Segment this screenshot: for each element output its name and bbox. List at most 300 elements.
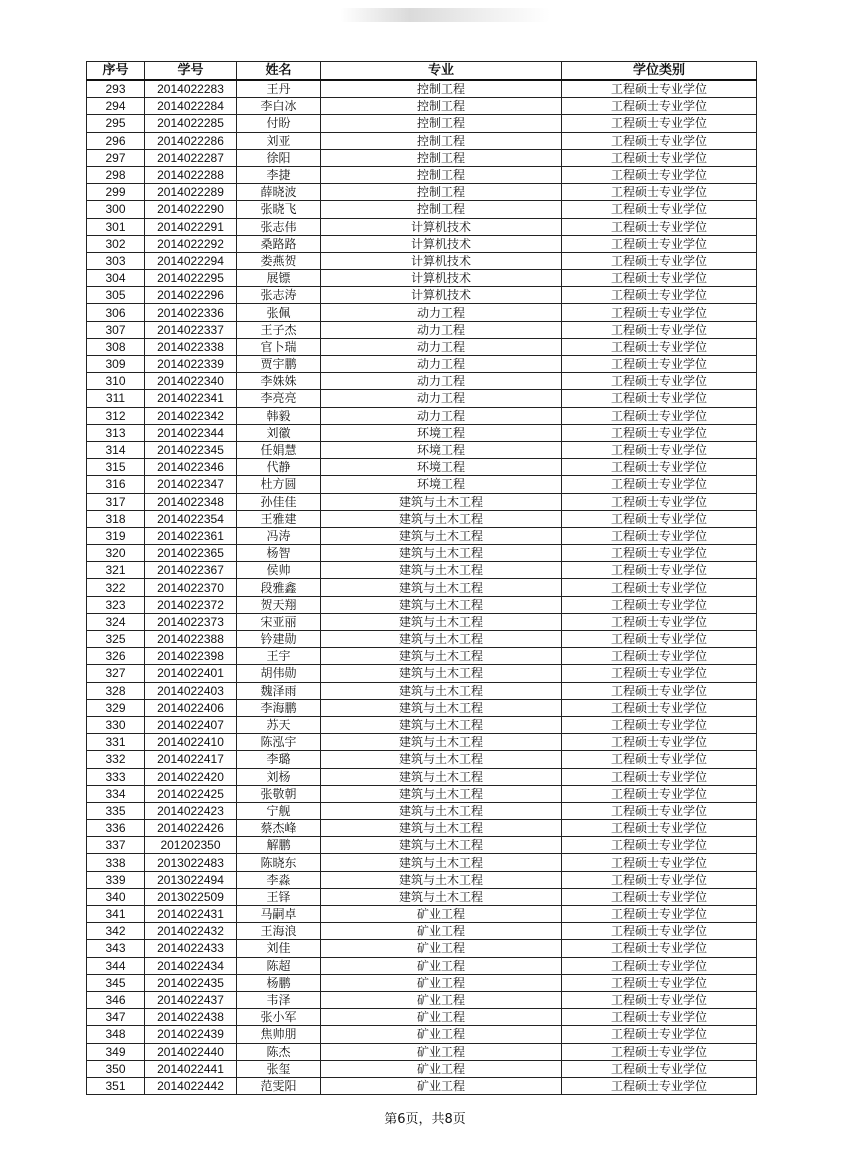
degree-type-cell: 工程硕士专业学位	[562, 751, 757, 768]
seq-cell: 331	[87, 734, 145, 751]
student-id-cell: 2014022285	[145, 115, 237, 132]
name-cell: 蔡杰峰	[237, 820, 321, 837]
table-row	[87, 407, 757, 424]
name-cell: 胡伟勋	[237, 665, 321, 682]
degree-type-cell: 工程硕士专业学位	[562, 390, 757, 407]
degree-type-cell: 工程硕士专业学位	[562, 802, 757, 819]
name-cell: 杜方圆	[237, 476, 321, 493]
degree-type-cell: 工程硕士专业学位	[562, 820, 757, 837]
table-row	[87, 888, 757, 905]
table-row	[87, 957, 757, 974]
table-row	[87, 218, 757, 235]
major-cell: 建筑与土木工程	[321, 716, 562, 733]
table-row	[87, 424, 757, 441]
name-cell: 薛晓波	[237, 184, 321, 201]
seq-cell: 341	[87, 906, 145, 923]
student-id-cell: 2014022401	[145, 665, 237, 682]
degree-type-cell: 工程硕士专业学位	[562, 957, 757, 974]
major-cell: 动力工程	[321, 373, 562, 390]
major-cell: 动力工程	[321, 321, 562, 338]
seq-cell: 312	[87, 407, 145, 424]
table-row	[87, 132, 757, 149]
name-cell: 侯帅	[237, 562, 321, 579]
seq-cell: 337	[87, 837, 145, 854]
name-cell: 王子杰	[237, 321, 321, 338]
student-id-cell: 2014022439	[145, 1026, 237, 1043]
major-cell: 建筑与土木工程	[321, 734, 562, 751]
student-id-cell: 2014022442	[145, 1077, 237, 1094]
seq-cell: 344	[87, 957, 145, 974]
table-row	[87, 648, 757, 665]
seq-cell: 343	[87, 940, 145, 957]
student-id-cell: 2014022432	[145, 923, 237, 940]
name-cell: 范雯阳	[237, 1077, 321, 1094]
major-cell: 控制工程	[321, 184, 562, 201]
major-cell: 建筑与土木工程	[321, 493, 562, 510]
seq-cell: 325	[87, 631, 145, 648]
student-id-cell: 2014022423	[145, 802, 237, 819]
table-row	[87, 287, 757, 304]
major-cell: 环境工程	[321, 459, 562, 476]
seq-cell: 317	[87, 493, 145, 510]
degree-type-cell: 工程硕士专业学位	[562, 888, 757, 905]
table-row	[87, 1077, 757, 1094]
student-id-cell: 2014022287	[145, 149, 237, 166]
major-cell: 控制工程	[321, 166, 562, 183]
table-row	[87, 476, 757, 493]
student-id-cell: 2014022296	[145, 287, 237, 304]
table-row	[87, 871, 757, 888]
major-cell: 环境工程	[321, 424, 562, 441]
student-id-cell: 2014022438	[145, 1009, 237, 1026]
student-id-cell: 2014022440	[145, 1043, 237, 1060]
scan-smudge	[340, 8, 550, 22]
major-cell: 矿业工程	[321, 923, 562, 940]
degree-type-cell: 工程硕士专业学位	[562, 132, 757, 149]
name-cell: 李淼	[237, 871, 321, 888]
seq-cell: 307	[87, 321, 145, 338]
student-id-cell: 2014022336	[145, 304, 237, 321]
student-id-cell: 2014022354	[145, 510, 237, 527]
table-row	[87, 579, 757, 596]
table-row	[87, 802, 757, 819]
student-id-cell: 2014022288	[145, 166, 237, 183]
header-name: 姓名	[237, 62, 321, 81]
student-id-cell: 2014022290	[145, 201, 237, 218]
major-cell: 控制工程	[321, 132, 562, 149]
table-row	[87, 338, 757, 355]
student-id-cell: 2014022361	[145, 527, 237, 544]
degree-type-cell: 工程硕士专业学位	[562, 699, 757, 716]
table-row	[87, 596, 757, 613]
degree-type-cell: 工程硕士专业学位	[562, 545, 757, 562]
name-cell: 李亮亮	[237, 390, 321, 407]
name-cell: 张佩	[237, 304, 321, 321]
name-cell: 冯涛	[237, 527, 321, 544]
degree-type-cell: 工程硕士专业学位	[562, 356, 757, 373]
student-id-cell: 2014022406	[145, 699, 237, 716]
seq-cell: 345	[87, 974, 145, 991]
seq-cell: 330	[87, 716, 145, 733]
seq-cell: 299	[87, 184, 145, 201]
table-row	[87, 527, 757, 544]
name-cell: 刘亚	[237, 132, 321, 149]
student-id-cell: 2014022431	[145, 906, 237, 923]
student-id-cell: 2014022373	[145, 613, 237, 630]
degree-type-cell: 工程硕士专业学位	[562, 648, 757, 665]
degree-type-cell: 工程硕士专业学位	[562, 665, 757, 682]
degree-type-cell: 工程硕士专业学位	[562, 682, 757, 699]
table-row	[87, 441, 757, 458]
name-cell: 任娟慧	[237, 441, 321, 458]
major-cell: 矿业工程	[321, 1043, 562, 1060]
student-id-cell: 2014022283	[145, 80, 237, 98]
header-degree-type: 学位类别	[562, 62, 757, 81]
seq-cell: 320	[87, 545, 145, 562]
table-row	[87, 906, 757, 923]
major-cell: 动力工程	[321, 356, 562, 373]
seq-cell: 306	[87, 304, 145, 321]
name-cell: 焦帅朋	[237, 1026, 321, 1043]
table-row	[87, 1009, 757, 1026]
major-cell: 建筑与土木工程	[321, 785, 562, 802]
name-cell: 张晓飞	[237, 201, 321, 218]
student-id-cell: 2014022433	[145, 940, 237, 957]
seq-cell: 326	[87, 648, 145, 665]
seq-cell: 302	[87, 235, 145, 252]
seq-cell: 297	[87, 149, 145, 166]
major-cell: 建筑与土木工程	[321, 837, 562, 854]
table-row	[87, 665, 757, 682]
major-cell: 计算机技术	[321, 287, 562, 304]
major-cell: 矿业工程	[321, 991, 562, 1008]
student-id-cell: 2014022370	[145, 579, 237, 596]
name-cell: 张小军	[237, 1009, 321, 1026]
seq-cell: 340	[87, 888, 145, 905]
major-cell: 建筑与土木工程	[321, 631, 562, 648]
seq-cell: 348	[87, 1026, 145, 1043]
seq-cell: 342	[87, 923, 145, 940]
degree-type-cell: 工程硕士专业学位	[562, 1043, 757, 1060]
name-cell: 李璐	[237, 751, 321, 768]
seq-cell: 321	[87, 562, 145, 579]
seq-cell: 351	[87, 1077, 145, 1094]
degree-type-cell: 工程硕士专业学位	[562, 1009, 757, 1026]
table-row	[87, 768, 757, 785]
major-cell: 计算机技术	[321, 235, 562, 252]
student-id-cell: 2014022347	[145, 476, 237, 493]
table-row	[87, 235, 757, 252]
seq-cell: 339	[87, 871, 145, 888]
seq-cell: 303	[87, 252, 145, 269]
student-id-cell: 2014022284	[145, 98, 237, 115]
table-row	[87, 854, 757, 871]
table-row	[87, 304, 757, 321]
header-major: 专业	[321, 62, 562, 81]
degree-type-cell: 工程硕士专业学位	[562, 424, 757, 441]
header-student-id: 学号	[145, 62, 237, 81]
seq-cell: 304	[87, 270, 145, 287]
seq-cell: 310	[87, 373, 145, 390]
name-cell: 代静	[237, 459, 321, 476]
seq-cell: 350	[87, 1060, 145, 1077]
table-row	[87, 80, 757, 98]
major-cell: 矿业工程	[321, 1009, 562, 1026]
degree-type-cell: 工程硕士专业学位	[562, 235, 757, 252]
seq-cell: 336	[87, 820, 145, 837]
table-row	[87, 545, 757, 562]
table-row	[87, 682, 757, 699]
student-id-cell: 2014022388	[145, 631, 237, 648]
seq-cell: 293	[87, 80, 145, 98]
major-cell: 控制工程	[321, 98, 562, 115]
name-cell: 钤建勋	[237, 631, 321, 648]
degree-type-cell: 工程硕士专业学位	[562, 871, 757, 888]
table-row	[87, 1026, 757, 1043]
seq-cell: 311	[87, 390, 145, 407]
degree-type-cell: 工程硕士专业学位	[562, 252, 757, 269]
table-row	[87, 356, 757, 373]
name-cell: 王宇	[237, 648, 321, 665]
seq-cell: 346	[87, 991, 145, 1008]
table-row	[87, 940, 757, 957]
major-cell: 建筑与土木工程	[321, 510, 562, 527]
degree-type-cell: 工程硕士专业学位	[562, 785, 757, 802]
major-cell: 建筑与土木工程	[321, 854, 562, 871]
degree-type-cell: 工程硕士专业学位	[562, 991, 757, 1008]
table-row	[87, 201, 757, 218]
major-cell: 建筑与土木工程	[321, 562, 562, 579]
student-id-cell: 2014022286	[145, 132, 237, 149]
student-id-cell: 2014022295	[145, 270, 237, 287]
name-cell: 韦泽	[237, 991, 321, 1008]
student-id-cell: 2014022398	[145, 648, 237, 665]
table-row	[87, 820, 757, 837]
name-cell: 陈泓宇	[237, 734, 321, 751]
student-id-cell: 2013022509	[145, 888, 237, 905]
name-cell: 徐阳	[237, 149, 321, 166]
major-cell: 建筑与土木工程	[321, 888, 562, 905]
major-cell: 矿业工程	[321, 906, 562, 923]
name-cell: 王铎	[237, 888, 321, 905]
student-id-cell: 2014022342	[145, 407, 237, 424]
name-cell: 宁舰	[237, 802, 321, 819]
degree-type-cell: 工程硕士专业学位	[562, 906, 757, 923]
major-cell: 动力工程	[321, 338, 562, 355]
degree-type-cell: 工程硕士专业学位	[562, 562, 757, 579]
student-id-cell: 2014022292	[145, 235, 237, 252]
table-row	[87, 510, 757, 527]
degree-type-cell: 工程硕士专业学位	[562, 940, 757, 957]
student-id-cell: 2014022403	[145, 682, 237, 699]
student-id-cell: 2014022339	[145, 356, 237, 373]
student-id-cell: 2014022337	[145, 321, 237, 338]
name-cell: 李白冰	[237, 98, 321, 115]
header-seq: 序号	[87, 62, 145, 81]
name-cell: 刘杨	[237, 768, 321, 785]
seq-cell: 305	[87, 287, 145, 304]
table-row	[87, 270, 757, 287]
degree-type-cell: 工程硕士专业学位	[562, 854, 757, 871]
name-cell: 张敬朝	[237, 785, 321, 802]
seq-cell: 347	[87, 1009, 145, 1026]
name-cell: 张志伟	[237, 218, 321, 235]
seq-cell: 327	[87, 665, 145, 682]
degree-type-cell: 工程硕士专业学位	[562, 734, 757, 751]
major-cell: 矿业工程	[321, 1026, 562, 1043]
degree-type-cell: 工程硕士专业学位	[562, 407, 757, 424]
seq-cell: 313	[87, 424, 145, 441]
page-footer: 第6页，共8页	[384, 1112, 466, 1127]
name-cell: 杨鹏	[237, 974, 321, 991]
seq-cell: 301	[87, 218, 145, 235]
major-cell: 矿业工程	[321, 974, 562, 991]
major-cell: 矿业工程	[321, 1077, 562, 1094]
name-cell: 宋亚丽	[237, 613, 321, 630]
degree-type-cell: 工程硕士专业学位	[562, 596, 757, 613]
table-row	[87, 837, 757, 854]
name-cell: 李捷	[237, 166, 321, 183]
table-row	[87, 631, 757, 648]
name-cell: 王雅建	[237, 510, 321, 527]
major-cell: 动力工程	[321, 390, 562, 407]
table-row	[87, 252, 757, 269]
major-cell: 建筑与土木工程	[321, 527, 562, 544]
seq-cell: 338	[87, 854, 145, 871]
name-cell: 贾宇鹏	[237, 356, 321, 373]
degree-type-cell: 工程硕士专业学位	[562, 373, 757, 390]
table-row	[87, 493, 757, 510]
table-row	[87, 321, 757, 338]
major-cell: 建筑与土木工程	[321, 699, 562, 716]
major-cell: 控制工程	[321, 149, 562, 166]
major-cell: 建筑与土木工程	[321, 751, 562, 768]
student-id-cell: 2014022338	[145, 338, 237, 355]
degree-type-cell: 工程硕士专业学位	[562, 1077, 757, 1094]
student-id-cell: 2013022494	[145, 871, 237, 888]
major-cell: 矿业工程	[321, 940, 562, 957]
seq-cell: 308	[87, 338, 145, 355]
degree-type-cell: 工程硕士专业学位	[562, 149, 757, 166]
degree-type-cell: 工程硕士专业学位	[562, 631, 757, 648]
student-id-cell: 2014022365	[145, 545, 237, 562]
student-id-cell: 2014022346	[145, 459, 237, 476]
student-id-cell: 2014022425	[145, 785, 237, 802]
student-id-cell: 2014022348	[145, 493, 237, 510]
student-id-cell: 2014022372	[145, 596, 237, 613]
student-roster-table	[86, 61, 757, 1095]
seq-cell: 322	[87, 579, 145, 596]
student-id-cell: 2014022344	[145, 424, 237, 441]
major-cell: 建筑与土木工程	[321, 579, 562, 596]
major-cell: 矿业工程	[321, 1060, 562, 1077]
seq-cell: 316	[87, 476, 145, 493]
seq-cell: 298	[87, 166, 145, 183]
degree-type-cell: 工程硕士专业学位	[562, 201, 757, 218]
seq-cell: 328	[87, 682, 145, 699]
major-cell: 控制工程	[321, 115, 562, 132]
table-row	[87, 716, 757, 733]
major-cell: 建筑与土木工程	[321, 802, 562, 819]
seq-cell: 329	[87, 699, 145, 716]
name-cell: 张玺	[237, 1060, 321, 1077]
major-cell: 计算机技术	[321, 218, 562, 235]
student-id-cell: 2014022294	[145, 252, 237, 269]
student-id-cell: 2014022410	[145, 734, 237, 751]
name-cell: 展镖	[237, 270, 321, 287]
degree-type-cell: 工程硕士专业学位	[562, 716, 757, 733]
table-row	[87, 562, 757, 579]
degree-type-cell: 工程硕士专业学位	[562, 510, 757, 527]
degree-type-cell: 工程硕士专业学位	[562, 166, 757, 183]
table-row	[87, 751, 757, 768]
student-id-cell: 2014022340	[145, 373, 237, 390]
major-cell: 建筑与土木工程	[321, 648, 562, 665]
seq-cell: 295	[87, 115, 145, 132]
student-id-cell: 2014022420	[145, 768, 237, 785]
seq-cell: 296	[87, 132, 145, 149]
table-row	[87, 459, 757, 476]
name-cell: 段雅鑫	[237, 579, 321, 596]
seq-cell: 315	[87, 459, 145, 476]
degree-type-cell: 工程硕士专业学位	[562, 1060, 757, 1077]
name-cell: 陈晓东	[237, 854, 321, 871]
degree-type-cell: 工程硕士专业学位	[562, 270, 757, 287]
table-header-row	[87, 62, 757, 81]
name-cell: 桑路路	[237, 235, 321, 252]
student-id-cell: 2014022291	[145, 218, 237, 235]
student-id-cell: 2014022341	[145, 390, 237, 407]
seq-cell: 319	[87, 527, 145, 544]
name-cell: 李海鹏	[237, 699, 321, 716]
name-cell: 马嗣卓	[237, 906, 321, 923]
degree-type-cell: 工程硕士专业学位	[562, 218, 757, 235]
major-cell: 建筑与土木工程	[321, 682, 562, 699]
seq-cell: 349	[87, 1043, 145, 1060]
degree-type-cell: 工程硕士专业学位	[562, 115, 757, 132]
major-cell: 建筑与土木工程	[321, 545, 562, 562]
major-cell: 动力工程	[321, 304, 562, 321]
degree-type-cell: 工程硕士专业学位	[562, 304, 757, 321]
name-cell: 陈超	[237, 957, 321, 974]
student-id-cell: 2014022434	[145, 957, 237, 974]
name-cell: 官卜瑞	[237, 338, 321, 355]
table-row	[87, 991, 757, 1008]
degree-type-cell: 工程硕士专业学位	[562, 184, 757, 201]
student-id-cell: 2014022435	[145, 974, 237, 991]
name-cell: 陈杰	[237, 1043, 321, 1060]
degree-type-cell: 工程硕士专业学位	[562, 768, 757, 785]
seq-cell: 334	[87, 785, 145, 802]
student-id-cell: 2014022407	[145, 716, 237, 733]
major-cell: 建筑与土木工程	[321, 665, 562, 682]
seq-cell: 333	[87, 768, 145, 785]
student-id-cell: 2014022426	[145, 820, 237, 837]
table-row	[87, 390, 757, 407]
table-row	[87, 613, 757, 630]
name-cell: 王海浪	[237, 923, 321, 940]
degree-type-cell: 工程硕士专业学位	[562, 974, 757, 991]
name-cell: 苏天	[237, 716, 321, 733]
table-row	[87, 785, 757, 802]
degree-type-cell: 工程硕士专业学位	[562, 476, 757, 493]
name-cell: 解鹏	[237, 837, 321, 854]
student-id-cell: 2014022367	[145, 562, 237, 579]
name-cell: 魏泽雨	[237, 682, 321, 699]
table-row	[87, 373, 757, 390]
degree-type-cell: 工程硕士专业学位	[562, 923, 757, 940]
name-cell: 刘徽	[237, 424, 321, 441]
